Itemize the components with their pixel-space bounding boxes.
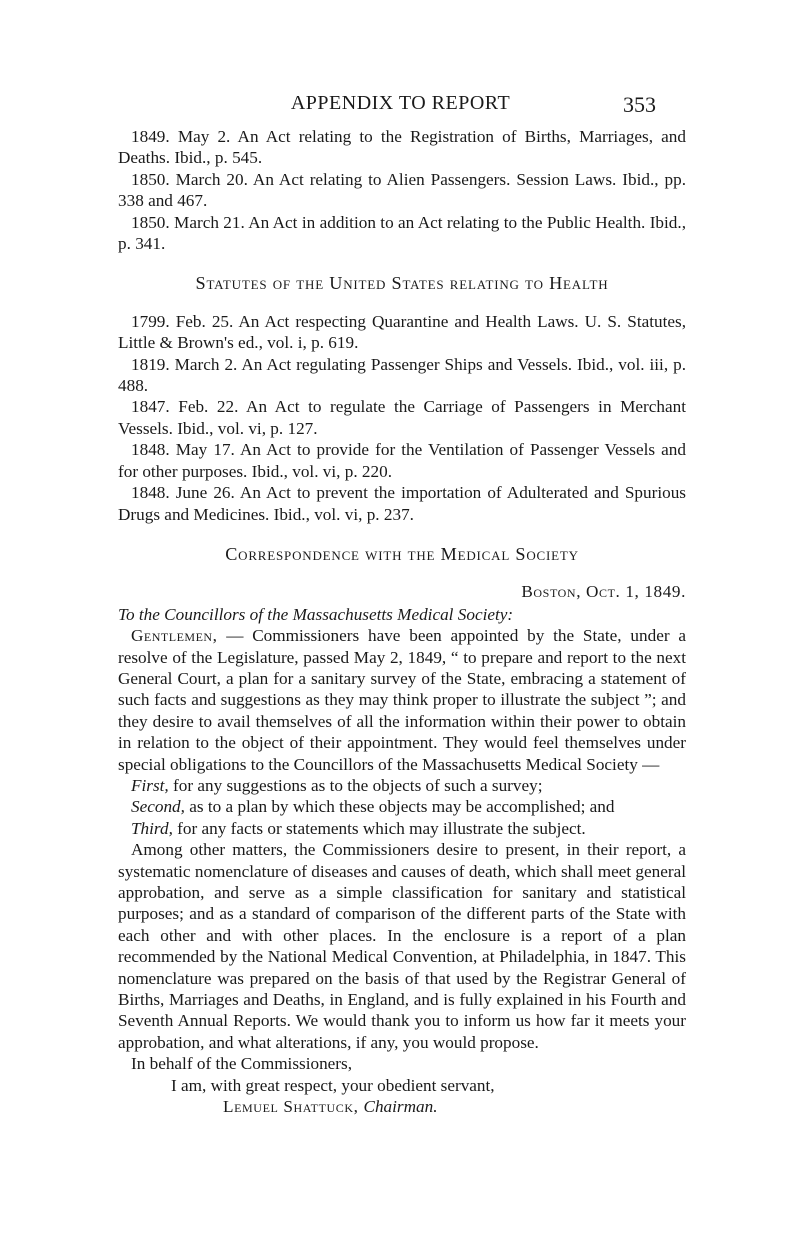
statute-entry-1847: 1847. Feb. 22. An Act to regulate the Carriage of Passengers in Merchant Vessels. Ibid., vol. vi, p. 127. (118, 397, 686, 438)
statute-entry-1819: 1819. March 2. An Act regulating Passenger Ships and Vessels. Ibid., vol. iii, p. 488. (118, 354, 686, 396)
section-heading-statutes: Statutes of the United States relating to Health (195, 273, 609, 294)
item-text: for any facts or statements which may illustrate the subject. (172, 818, 586, 838)
act-entry-1850-march-21: 1850. March 21. An Act in addition to an Act relating to the Public Health. Ibid., p. 341. (118, 212, 686, 254)
item-text: for any suggestions as to the objects of such a survey; (168, 775, 543, 795)
act-entry-1849-may-2: 1849. May 2. An Act relating to the Registration of Births, Marriages, and Deaths. Ibid., p. 545. (118, 127, 686, 168)
letter-paragraph-1-text: — Commissioners have been appointed by the State, under a resolve of the Legislature, passed May 2, 1849, “ to prepare and report to the next General Court, a plan for a sanitary survey of the State, embracing a statement of such facts and suggestions as they may think proper to illustrate the subject ”; and they desire to avail themselves of all the information within their power to obtain in relation to the object of their appointment. They would feel themselves under special obligations to the Councillors of the Massachusetts Medical Society — (118, 626, 686, 774)
statute-entry-1799: 1799. Feb. 25. An Act respecting Quarantine and Health Laws. U. S. Statutes, Little & Brown's ed., vol. i, p. 619. (118, 311, 686, 353)
letter-item-second (118, 796, 686, 817)
letter-closing-line-2: I am, with great respect, your obedient servant, (171, 1075, 495, 1095)
running-head: APPENDIX TO REPORT (290, 92, 511, 114)
letter-greeting: Gentlemen, (131, 626, 218, 646)
letter-addressee: To the Councillors of the Massachusetts Medical Society: (118, 604, 514, 624)
letter-item-third (118, 818, 686, 839)
letter-paragraph-2: Among other matters, the Commissioners desire to present, in their report, a systematic nomenclature of diseases and causes of death, which shall meet general approbation, and serve as a simple classification for sanitary and statistical purposes; and as a standard of comparison of the different parts of the State with each other and with other places. In the enclosure is a report of a plan recommended by the National Medical Convention, at Philadelphia, in 1847. This nomenclature was prepared on the basis of that used by the Registrar General of Births, Marriages and Deaths, in England, and is fully explained in his Fourth and Seventh Annual Reports. We would thank you to inform us how far it meets your approbation, and what alterations, if any, you would propose. (118, 840, 686, 1052)
signature-name: Lemuel Shattuck, (223, 1097, 359, 1117)
letter-item-first (118, 775, 686, 796)
signature-title: Chairman. (363, 1097, 438, 1117)
item-ordinal: First, (131, 775, 169, 795)
statute-entry-1848-may: 1848. May 17. An Act to provide for the Ventilation of Passenger Vessels and for other purposes. Ibid., vol. vi, p. 220. (118, 440, 686, 481)
act-entry-1850-march-20: 1850. March 20. An Act relating to Alien Passengers. Session Laws. Ibid., pp. 338 and 467. (118, 169, 686, 211)
letter-closing-line-1: In behalf of the Commissioners, (131, 1054, 353, 1074)
page-body (118, 126, 686, 1117)
item-ordinal: Second, (131, 797, 185, 817)
section-heading-correspondence: Correspondence with the Medical Society (225, 543, 579, 564)
statute-entry-1848-june: 1848. June 26. An Act to prevent the importation of Adulterated and Spurious Drugs and Medicines. Ibid., vol. vi, p. 237. (118, 483, 686, 524)
letter-signature (223, 1096, 686, 1117)
letter-dateline: Boston, Oct. 1, 1849. (521, 582, 686, 602)
item-text: as to a plan by which these objects may be accomplished; and (184, 797, 615, 817)
page-number: 353 (623, 92, 656, 117)
letter-paragraph-1 (118, 625, 686, 775)
item-ordinal: Third, (131, 818, 173, 838)
